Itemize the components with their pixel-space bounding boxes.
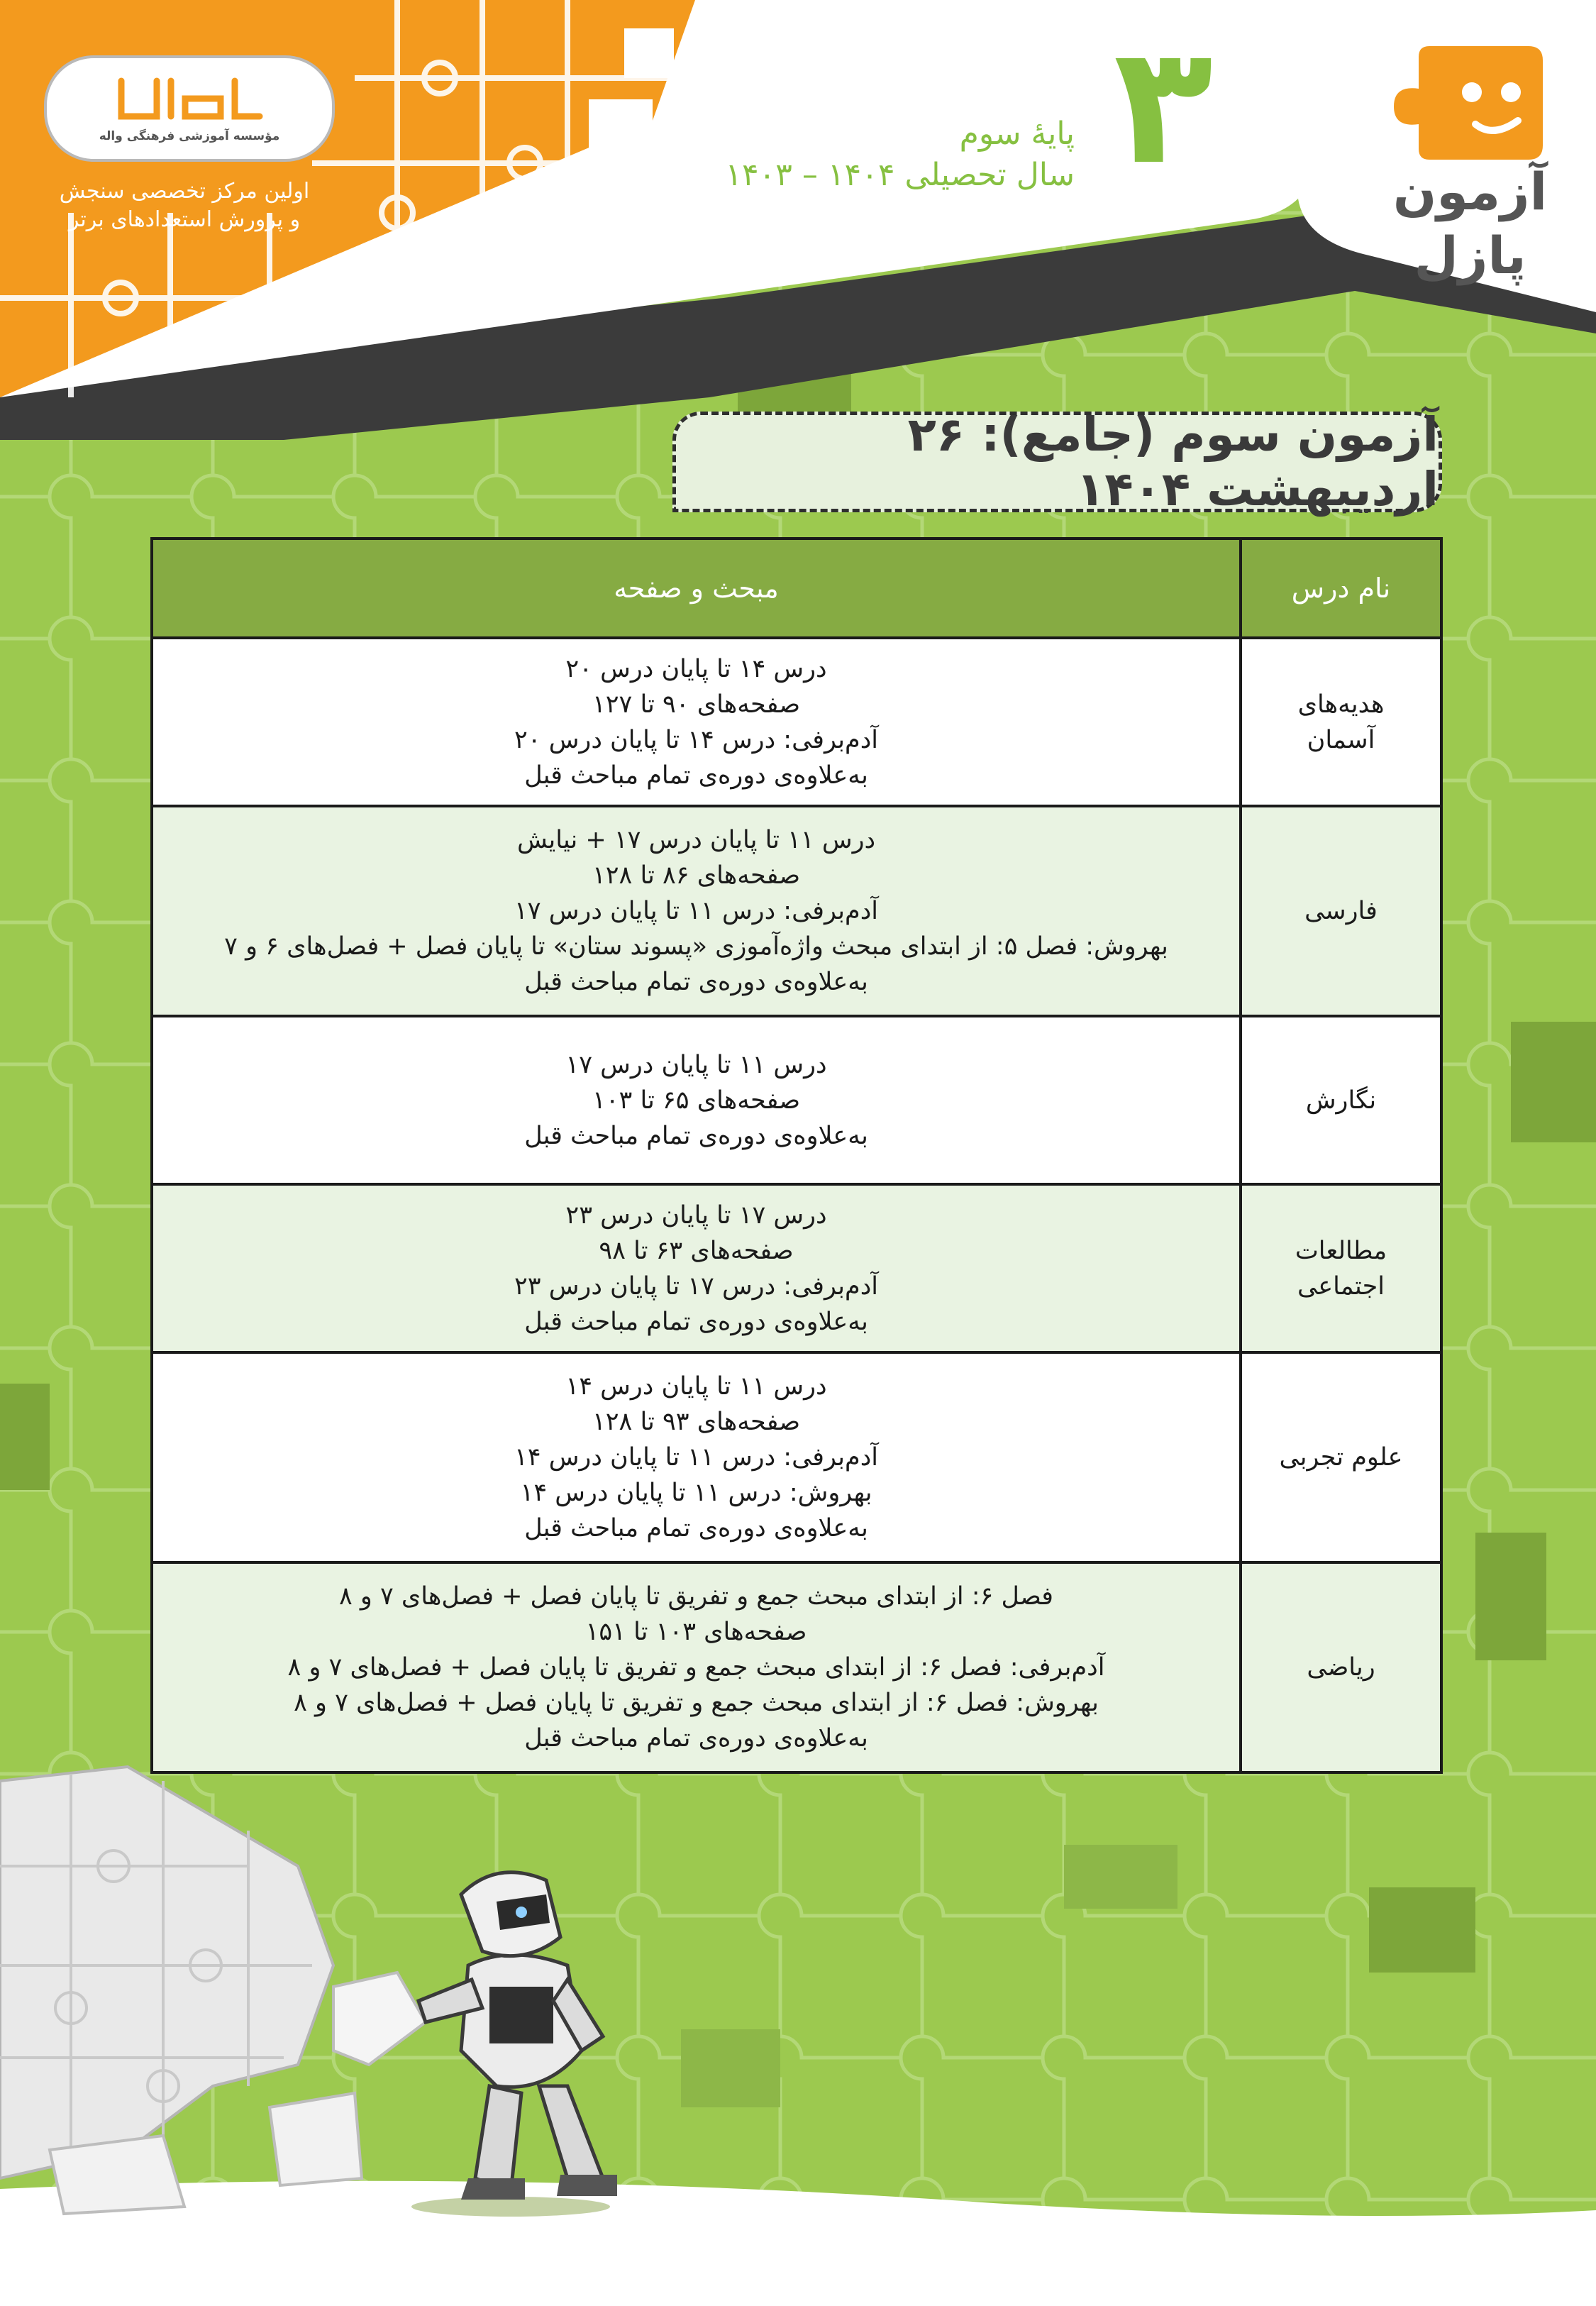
topics-cell (152, 1016, 1241, 1184)
topic-line: بهروش: فصل ۵: از ابتدای مبحث واژه‌آموزی «پسوند ستان» تا پایان فصل + فصل‌های ۶ و ۷ (224, 932, 1168, 961)
topic-line: فصل ۶: از ابتدای مبحث جمع و تفریق تا پایان فصل + فصل‌های ۷ و ۸ (338, 1582, 1054, 1611)
topic-line: صفحه‌های ۹۳ تا ۱۲۸ (592, 1408, 801, 1436)
subject-line: هدیه‌های (1297, 690, 1385, 719)
header-topics: مبحث و صفحه (152, 539, 1241, 638)
topic-line: آدم‌برفی: درس ۱۱ تا پایان درس ۱۷ (514, 897, 879, 925)
exam-title-box (672, 407, 1442, 517)
subject-line: نگارش (1305, 1086, 1377, 1115)
table-row (152, 638, 1441, 806)
institute-tagline (43, 177, 326, 234)
header-subject: نام درس (1241, 539, 1441, 638)
institute-logo-caption: مؤسسه آموزشی فرهنگی واله (99, 129, 280, 143)
topic-line: آدم‌برفی: فصل ۶: از ابتدای مبحث جمع و تفریق تا پایان فصل + فصل‌های ۷ و ۸ (287, 1653, 1105, 1682)
brand-name: آزمون پازل (1392, 162, 1548, 285)
topic-line: آدم‌برفی: درس ۱۷ تا پایان درس ۲۳ (514, 1271, 879, 1301)
topic-line: به‌علاوه‌ی دوره‌ی تمام مباحث قبل (524, 968, 868, 996)
topic-line: بهروش: فصل ۶: از ابتدای مبحث جمع و تفریق تا پایان فصل + فصل‌های ۷ و ۸ (294, 1689, 1099, 1717)
subject-cell (1241, 1352, 1441, 1562)
subject-cell (1241, 638, 1441, 806)
subject-line: فارسی (1304, 897, 1378, 925)
topic-line: به‌علاوه‌ی دوره‌ی تمام مباحث قبل (524, 1724, 868, 1753)
table-row (152, 1562, 1441, 1772)
subject-cell (1241, 806, 1441, 1016)
robot-puzzle-illustration (0, 1753, 695, 2221)
topic-line: صفحه‌های ۱۰۳ تا ۱۵۱ (585, 1618, 807, 1646)
topics-cell (152, 806, 1241, 1016)
subject-line: ریاضی (1307, 1653, 1375, 1682)
topics-cell (152, 1562, 1241, 1772)
topic-line: به‌علاوه‌ی دوره‌ی تمام مباحث قبل (524, 1121, 868, 1150)
institute-logo (44, 55, 335, 162)
topic-line: آدم‌برفی: درس ۱۴ تا پایان درس ۲۰ (514, 725, 879, 754)
table-row (152, 1352, 1441, 1562)
subject-cell (1241, 1016, 1441, 1184)
subject-line: علوم تجربی (1279, 1443, 1403, 1472)
grade-number: ۳ (1113, 11, 1214, 201)
tagline-line-1: اولین مرکز تخصصی سنجش (59, 179, 310, 204)
topics-cell (152, 638, 1241, 806)
tagline-line-2: و پرورش استعدادهای برتر (68, 207, 301, 232)
puzzle-face-icon (1387, 39, 1550, 167)
topic-line: صفحه‌های ۸۶ تا ۱۲۸ (592, 861, 801, 890)
subject-line: آسمان (1307, 725, 1375, 754)
topics-cell (152, 1184, 1241, 1352)
table-row (152, 1016, 1441, 1184)
topic-line: به‌علاوه‌ی دوره‌ی تمام مباحث قبل (524, 1514, 868, 1543)
topic-line: صفحه‌های ۹۰ تا ۱۲۷ (592, 690, 801, 719)
topic-line: درس ۱۱ تا پایان درس ۱۷ (565, 1050, 827, 1079)
subject-cell (1241, 1562, 1441, 1772)
topic-line: به‌علاوه‌ی دوره‌ی تمام مباحث قبل (524, 1307, 868, 1336)
topic-line: درس ۱۴ تا پایان درس ۲۰ (565, 654, 827, 683)
table-row (152, 1184, 1441, 1352)
topic-line: بهروش: درس ۱۱ تا پایان درس ۱۴ (520, 1479, 872, 1507)
subject-line: اجتماعی (1297, 1271, 1385, 1301)
exam-schedule-table (150, 537, 1443, 1774)
topic-line: آدم‌برفی: درس ۱۱ تا پایان درس ۱۴ (514, 1443, 879, 1472)
topic-line: درس ۱۱ تا پایان درس ۱۷ + نیایش (516, 826, 876, 854)
exam-title: آزمون سوم (جامع): ۲۶ اردیبهشت ۱۴۰۴ (907, 407, 1439, 517)
table-row (152, 806, 1441, 1016)
topics-cell (152, 1352, 1241, 1562)
wale-logo-mark-icon (114, 74, 267, 123)
grade-label: پایهٔ سوم (959, 116, 1075, 152)
academic-year: سال تحصیلی ۱۴۰۴ – ۱۴۰۳ (725, 157, 1075, 193)
topic-line: درس ۱۷ تا پایان درس ۲۳ (565, 1201, 827, 1230)
table-header-row (152, 539, 1441, 638)
topic-line: درس ۱۱ تا پایان درس ۱۴ (565, 1372, 827, 1401)
topic-line: به‌علاوه‌ی دوره‌ی تمام مباحث قبل (524, 761, 868, 790)
subject-line: مطالعات (1295, 1236, 1387, 1265)
subject-cell (1241, 1184, 1441, 1352)
topic-line: صفحه‌های ۶۳ تا ۹۸ (599, 1236, 794, 1265)
topic-line: صفحه‌های ۶۵ تا ۱۰۳ (592, 1086, 801, 1115)
